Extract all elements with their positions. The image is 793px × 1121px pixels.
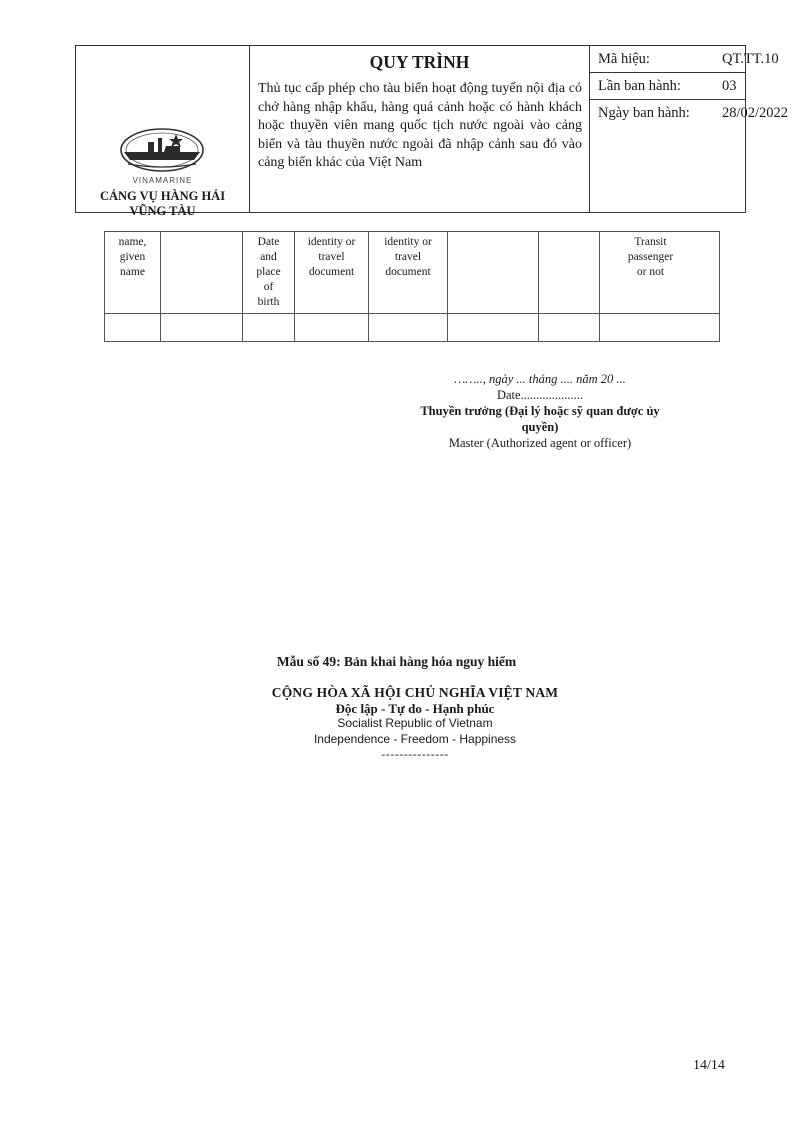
- signature-block: [405, 371, 675, 451]
- table-cell: [369, 314, 448, 342]
- organization-name: [76, 189, 249, 219]
- form-title: Mẫu số 49: Bản khai hàng hóa nguy hiểm: [276, 654, 517, 669]
- document-header: [75, 45, 789, 218]
- title-cell: [250, 46, 590, 212]
- table-cell: [161, 232, 243, 314]
- table-row: [105, 314, 720, 342]
- table-cell: [295, 232, 369, 314]
- table-cell: [161, 314, 243, 342]
- table-cell: [448, 232, 539, 314]
- cell-text: identity or travel document: [307, 236, 356, 278]
- table-cell: [105, 314, 161, 342]
- logo-brand-text: VINAMARINE: [132, 176, 193, 185]
- procedure-description: Thủ tục cấp phép cho tàu biển hoạt động tuyến nội địa có chở hàng nhập khẩu, hàng quá cảnh hoặc có hành khách hoặc thuyền viên mang quốc tịch nước ngoài vào cảng biển và tàu thuyền nước ngoài đã nhập cảnh sau đó vào cảng biển khác của Việt Nam: [258, 81, 582, 170]
- signer-role-en: Master (Authorized agent or officer): [448, 436, 632, 450]
- date-line-vn: …….., ngày ... tháng .... năm 20 ...: [454, 372, 626, 386]
- date-line-en: Date....................: [496, 388, 584, 402]
- table-cell: [539, 232, 600, 314]
- org-line-2: VŨNG TÀU: [129, 204, 196, 218]
- separator-line: ---------------: [381, 747, 449, 761]
- table-row: [105, 232, 720, 314]
- cell-text: Date and place of birth: [256, 236, 281, 308]
- cell-text: name, given name: [118, 236, 147, 278]
- table-cell: [243, 232, 295, 314]
- table-cell: [369, 232, 448, 314]
- meta-cell: [590, 46, 789, 212]
- meta-label: Mã hiệu:: [598, 51, 650, 67]
- table-cell: [448, 314, 539, 342]
- procedure-title: QUY TRÌNH: [369, 52, 470, 72]
- passenger-list-table: [104, 231, 720, 342]
- logo-cell: [76, 46, 250, 218]
- table-cell: [539, 314, 600, 342]
- meta-row-code: [590, 46, 779, 73]
- motto-vn: Độc lập - Tự do - Hạnh phúc: [335, 700, 495, 716]
- meta-value: 28/02/2022: [722, 105, 789, 121]
- motto-en: Independence - Freedom - Happiness: [313, 731, 517, 746]
- cell-text: Transit passenger or not: [627, 236, 674, 278]
- meta-value: 03: [722, 78, 737, 94]
- meta-row-date: [590, 100, 789, 127]
- nation-name-vn: CỘNG HÒA XÃ HỘI CHỦ NGHĨA VIỆT NAM: [271, 685, 559, 700]
- vinamarine-logo: [118, 126, 206, 174]
- page-number: 14/14: [693, 1058, 725, 1073]
- table-cell: [600, 314, 720, 342]
- meta-row-edition: [590, 73, 745, 100]
- meta-label: Lần ban hành:: [598, 78, 681, 94]
- org-line-1: CẢNG VỤ HÀNG HẢI: [99, 189, 226, 203]
- signer-role-vn: Thuyền trưởng (Đại lý hoặc sỹ quan được ủy quyền): [420, 404, 660, 434]
- table-cell: [105, 232, 161, 314]
- meta-value: QT.TT.10: [722, 51, 779, 67]
- table-cell: [243, 314, 295, 342]
- meta-label: Ngày ban hành:: [598, 105, 690, 121]
- national-header: [0, 685, 793, 763]
- nation-name-en: Socialist Republic of Vietnam: [337, 716, 493, 730]
- table-cell: [295, 314, 369, 342]
- cell-text: identity or travel document: [384, 236, 432, 278]
- table-cell: [600, 232, 720, 314]
